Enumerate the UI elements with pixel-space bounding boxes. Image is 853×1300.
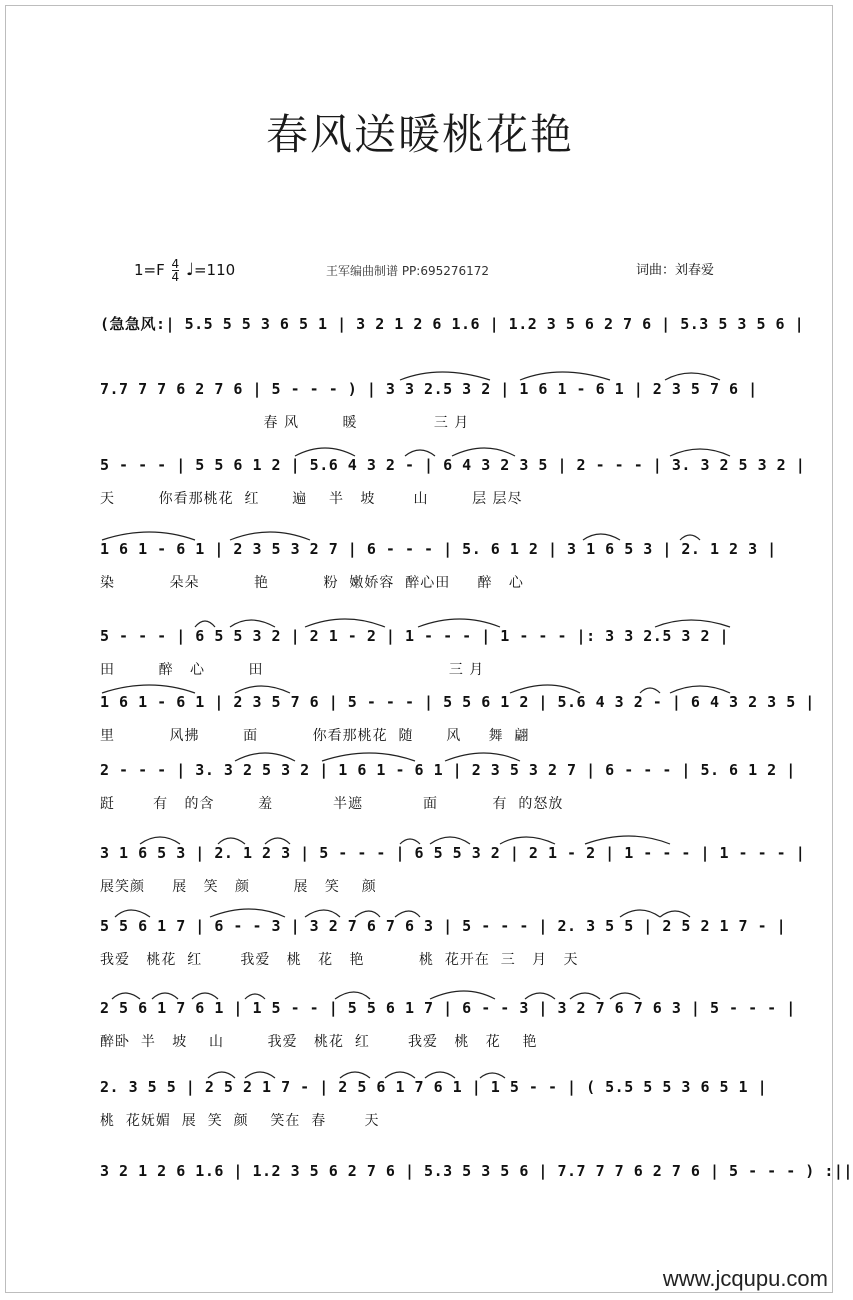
time-signature-bottom: 4 bbox=[171, 270, 180, 284]
notation-line: (急急风:| 5.5 5 5 3 6 5 1 | 3 2 1 2 6 1.6 | 1.2 3 5 6 2 7 6 | 5.3 5 3 5 6 | bbox=[100, 315, 805, 333]
arranger-credit: 王军编曲制谱 PP:695276172 bbox=[326, 264, 490, 278]
notation-line: 2. 3 5 5 | 2 5 2 1 7 - | 2 5 6 1 7 6 1 | 1 5 - - | ( 5.5 5 5 3 6 5 1 | bbox=[100, 1078, 768, 1096]
notation-line: 2 - - - | 3. 3 2 5 3 2 | 1 6 1 - 6 1 | 2 3 5 3 2 7 | 6 - - - | 5. 6 1 2 | bbox=[100, 761, 796, 779]
notation-line: 3 2 1 2 6 1.6 | 1.2 3 5 6 2 7 6 | 5.3 5 3 5 6 | 7.7 7 7 6 2 7 6 | 5 - - - ) :|| bbox=[100, 1162, 853, 1180]
lyric-line: 跹 有 的含 羞 半遮 面 有 的怒放 bbox=[100, 796, 564, 812]
site-watermark: www.jcqupu.com bbox=[662, 1266, 828, 1291]
time-signature bbox=[172, 258, 180, 283]
notation-line: 1 6 1 - 6 1 | 2 3 5 7 6 | 5 - - - | 5 5 6 1 2 | 5.6 4 3 2 - | 6 4 3 2 3 5 | bbox=[100, 693, 815, 711]
lyric-line: 我爱 桃花 红 我爱 桃 花 艳 桃 花开在 三 月 天 bbox=[100, 952, 579, 968]
time-signature-top: 4 bbox=[171, 257, 180, 271]
notation-line: 2 5 6 1 7 6 1 | 1 5 - - | 5 5 6 1 7 | 6 - - 3 | 3 2 7 6 7 6 3 | 5 - - - | bbox=[100, 999, 796, 1017]
lyric-line: 展笑颜 展 笑 颜 展 笑 颜 bbox=[100, 879, 377, 895]
notation-line: 5 - - - | 6 5 5 3 2 | 2 1 - 2 | 1 - - - | 1 - - - |: 3 3 2.5 3 2 | bbox=[100, 627, 730, 645]
lyric-line: 春 风 暖 三 月 bbox=[100, 415, 470, 431]
lyric-line: 桃 花妩媚 展 笑 颜 笑在 春 天 bbox=[100, 1113, 380, 1129]
lyric-line: 里 风拂 面 你看那桃花 随 风 舞 翩 bbox=[100, 728, 530, 744]
notation-line: 1 6 1 - 6 1 | 2 3 5 3 2 7 | 6 - - - | 5. 6 1 2 | 3 1 6 5 3 | 2. 1 2 3 | bbox=[100, 540, 777, 558]
lyric-line: 天 你看那桃花 红 遍 半 坡 山 层 层尽 bbox=[100, 491, 523, 507]
notation-line: 7.7 7 7 6 2 7 6 | 5 - - - ) | 3 3 2.5 3 2 | 1 6 1 - 6 1 | 2 3 5 7 6 | bbox=[100, 380, 758, 398]
notation-line: 3 1 6 5 3 | 2. 1 2 3 | 5 - - - | 6 5 5 3 2 | 2 1 - 2 | 1 - - - | 1 - - - | bbox=[100, 844, 806, 862]
notation-line: 5 - - - | 5 5 6 1 2 | 5.6 4 3 2 - | 6 4 3 2 3 5 | 2 - - - | 3. 3 2 5 3 2 | bbox=[100, 456, 806, 474]
score-title: 春风送暖桃花艳 bbox=[265, 110, 574, 159]
notation-line: 5 5 6 1 7 | 6 - - 3 | 3 2 7 6 7 6 3 | 5 - - - | 2. 3 5 5 | 2 5 2 1 7 - | bbox=[100, 917, 787, 935]
lyrics-music-credit: 词曲：刘春爱 bbox=[636, 263, 715, 278]
lyric-line: 醉卧 半 坡 山 我爱 桃花 红 我爱 桃 花 艳 bbox=[100, 1034, 538, 1050]
lyric-line: 染 朵朵 艳 粉 嫩娇容 醉心田 醉 心 bbox=[100, 575, 524, 591]
lyric-line: 田 醉 心 田 三 月 bbox=[100, 662, 485, 678]
key-tempo-marking bbox=[134, 258, 235, 283]
key-signature: 1=F bbox=[134, 261, 165, 279]
tempo-value: =110 bbox=[193, 261, 236, 279]
quarter-note-icon: ♩ bbox=[185, 260, 194, 280]
